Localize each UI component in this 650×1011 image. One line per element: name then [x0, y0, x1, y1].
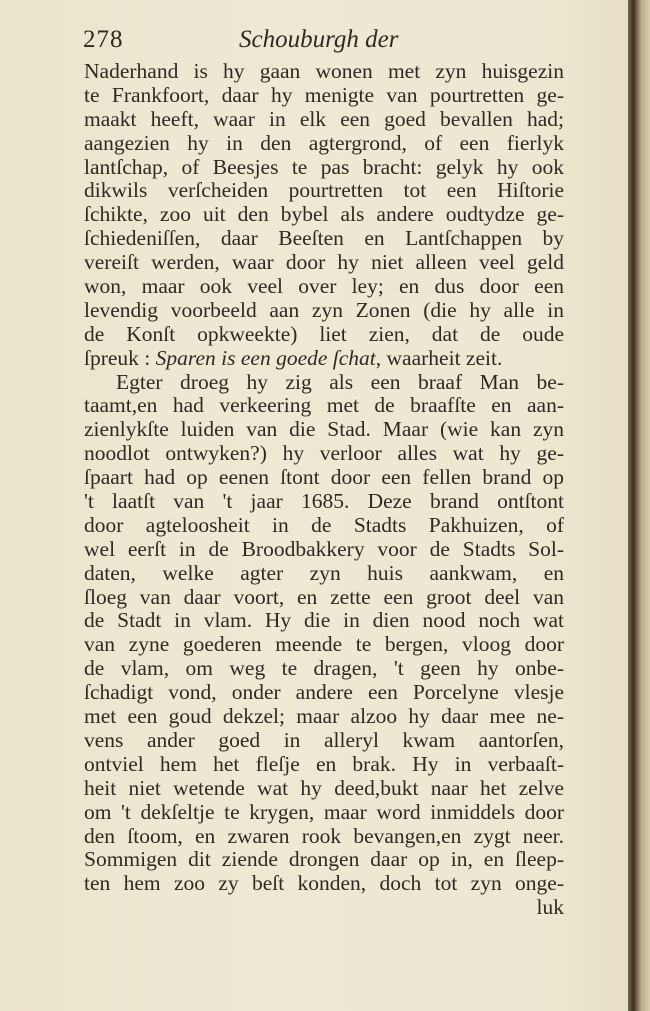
text-line: daten, welke agter zyn huis aankwam, en: [84, 561, 564, 585]
text-line: won, maar ook veel over ley; en dus door een: [84, 275, 564, 299]
quote-line: [84, 347, 564, 371]
text-line: ſpaart had op eenen ſtont door een fellen brand op: [84, 466, 564, 490]
text-line: wel eerſt in de Broodbakkery voor de Stadts Sol-: [84, 537, 564, 561]
page-number: 278: [83, 26, 124, 53]
text-line: Sommigen dit ziende drongen daar op in, en ſleep-: [84, 848, 564, 872]
quote-lead: ſpreuk :: [84, 346, 151, 370]
text-line: lantſchap, of Beesjes te pas bracht: gelyk hy ook: [84, 155, 564, 179]
text-line: met een goud dekzel; maar alzoo hy daar mee ne-: [84, 705, 564, 729]
text-line: dikwils verſcheiden pourtretten tot een Hiſtorie: [84, 179, 564, 203]
text-line: ſloeg van daar voort, en zette een groot deel van: [84, 585, 564, 609]
text-line: levendig voorbeeld aan zyn Zonen (die hy alle in: [84, 298, 564, 322]
text-line: de vlam, om weg te dragen, 't geen hy onbe-: [84, 657, 564, 681]
text-line: ſchadigt vond, onder andere een Porcelyne vlesje: [84, 681, 564, 705]
catchword: luk: [536, 896, 564, 920]
text-line: zienlykſte luiden van die Stad. Maar (wie kan zyn: [84, 418, 564, 442]
text-line: door agteloosheit in de Stadts Pakhuizen, of: [84, 513, 564, 537]
text-line: den ſtoom, en zwaren rook bevangen,en zygt neer.: [84, 824, 564, 848]
text-line: maakt heeft, waar in elk een goed bevallen had;: [84, 107, 564, 131]
text-line: Naderhand is hy gaan wonen met zyn huisgezin: [84, 60, 564, 83]
text-line: aangezien hy in den agtergrond, of een fierlyk: [84, 131, 564, 155]
text-line: ontviel hem het fleſje en brak. Hy in verbaaſt-: [84, 752, 564, 776]
body-text: [84, 60, 564, 920]
text-line: ten hem zoo zy beſt konden, doch tot zyn onge-: [84, 872, 564, 896]
page-header: [83, 22, 563, 62]
text-line: de Konſt opkweekte) liet zien, dat de oude: [84, 322, 564, 346]
text-line: heit niet wetende wat hy deed,bukt naar het zelve: [84, 776, 564, 800]
text-line: de Stadt in vlam. Hy die in dien nood noch wat: [84, 609, 564, 633]
quote-italic: Sparen is een goede ſchat: [155, 346, 376, 370]
text-line: vereiſt werden, waar door hy niet alleen veel geld: [84, 251, 564, 275]
text-line: Egter droeg hy zig als een braaf Man be-: [116, 370, 564, 394]
text-line: te Frankfoort, daar hy menigte van pourtretten ge-: [84, 83, 564, 107]
text-line: noodlot ontwyken?) hy verloor alles wat hy ge-: [84, 442, 564, 466]
running-head: Schouburgh der: [239, 26, 399, 53]
text-line: ſchiedeniſſen, daar Beeſten en Lantſchappen by: [84, 227, 564, 251]
text-line: 't laatſt van 't jaar 1685. Deze brand ontſtont: [84, 490, 564, 514]
text-line: vens ander goed in alleryl kwam aantorſen,: [84, 728, 564, 752]
text-line: om 't dekſeltje te krygen, maar word inmiddels door: [84, 800, 564, 824]
text-line: taamt,en had verkeering met de braafſte en aan-: [84, 394, 564, 418]
book-spine: [628, 0, 650, 1011]
text-line: van zyne goederen meende te bergen, vloog door: [84, 633, 564, 657]
quote-tail: , waarheit zeit.: [375, 346, 503, 370]
text-line: ſchikte, zoo uit den bybel als andere oudtydze ge-: [84, 203, 564, 227]
